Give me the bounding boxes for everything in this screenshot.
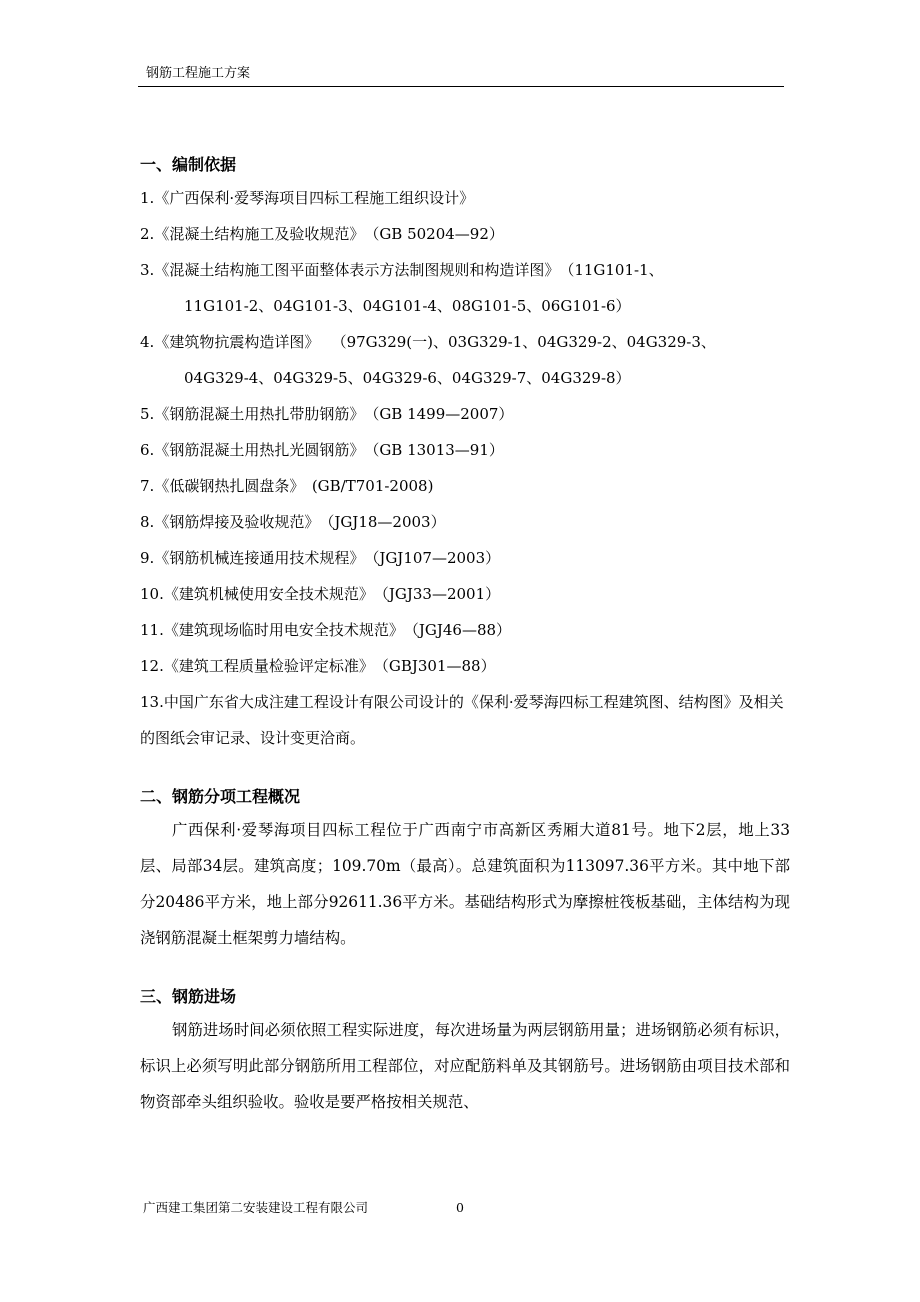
list-item: 9.《钢筋机械连接通用技术规程》 （JGJ107—2003） xyxy=(140,549,501,567)
header-title: 钢筋工程施工方案 xyxy=(146,66,251,81)
section1-heading: 一、编制依据 xyxy=(140,155,237,174)
section2-paragraph: 广西保利·爱琴海项目四标工程位于广西南宁市高新区秀厢大道81号。地下2层，地上33层、局部34层。建筑高度；109.70m（最高）。总建筑面积为113097.36平方米。其中地下部分20486平方米，地上部分92611.36平方米。基础结构形式为摩擦桩筏板基础，主体结构为现浇钢筋混凝土框架剪力墙结构。 xyxy=(140,821,790,947)
list-item: 13.中国广东省大成注建工程设计有限公司设计的《保利·爱琴海四标工程建筑图、结构图》及相关的图纸会审记录、设计变更洽商。 xyxy=(140,693,784,747)
list-item: 12.《建筑工程质量检验评定标准》 （GBJ301—88） xyxy=(140,657,496,675)
section3-paragraph: 钢筋进场时间必须依照工程实际进度，每次进场量为两层钢筋用量；进场钢筋必须有标识，标识上必须写明此部分钢筋所用工程部位，对应配筋料单及其钢筋号。进场钢筋由项目技术部和物资部牵头组织验收。验收是要严格按相关规范、 xyxy=(140,1021,790,1111)
list-item: 6.《钢筋混凝土用热扎光圆钢筋》 （GB 13013—91） xyxy=(140,441,504,459)
section3-heading: 三、钢筋进场 xyxy=(140,987,237,1006)
footer-company: 广西建工集团第二安装建设工程有限公司 xyxy=(143,1200,369,1215)
page-number: 0 xyxy=(456,1200,464,1215)
list-item: 2.《混凝土结构施工及验收规范》 （GB 50204—92） xyxy=(140,225,504,243)
list-item: 7.《低碳钢热扎圆盘条》 (GB/T701-2008) xyxy=(140,477,434,495)
page-header xyxy=(138,66,784,87)
list-item-continuation: 04G329-4、04G329-5、04G329-6、04G329-7、04G329-8） xyxy=(184,369,631,387)
section2-heading: 二、钢筋分项工程概况 xyxy=(140,787,301,806)
list-item: 5.《钢筋混凝土用热扎带肋钢筋》 （GB 1499—2007） xyxy=(140,405,514,423)
list-item: 3.《混凝土结构施工图平面整体表示方法制图规则和构造详图》 （11G101-1、 11G101-2、04G101-3、04G101-4、08G101-5、06G101-6） xyxy=(140,252,790,324)
list-item: 4.《建筑物抗震构造详图》 （97G329(一)、03G329-1、04G329-2、04G329-3、 04G329-4、04G329-5、04G329-6、04G329-7、04G329-8） xyxy=(140,324,790,396)
document-body xyxy=(140,150,790,1120)
list-item: 10.《建筑机械使用安全技术规范》 （JGJ33—2001） xyxy=(140,585,501,603)
list-item: 8.《钢筋焊接及验收规范》 （JGJ18—2003） xyxy=(140,513,446,531)
list-item: 1.《广西保利·爱琴海项目四标工程施工组织设计》 xyxy=(140,189,475,207)
list-item: 11.《建筑现场临时用电安全技术规范》 （JGJ46—88） xyxy=(140,621,512,639)
list-item-continuation: 11G101-2、04G101-3、04G101-4、08G101-5、06G101-6） xyxy=(184,297,631,315)
